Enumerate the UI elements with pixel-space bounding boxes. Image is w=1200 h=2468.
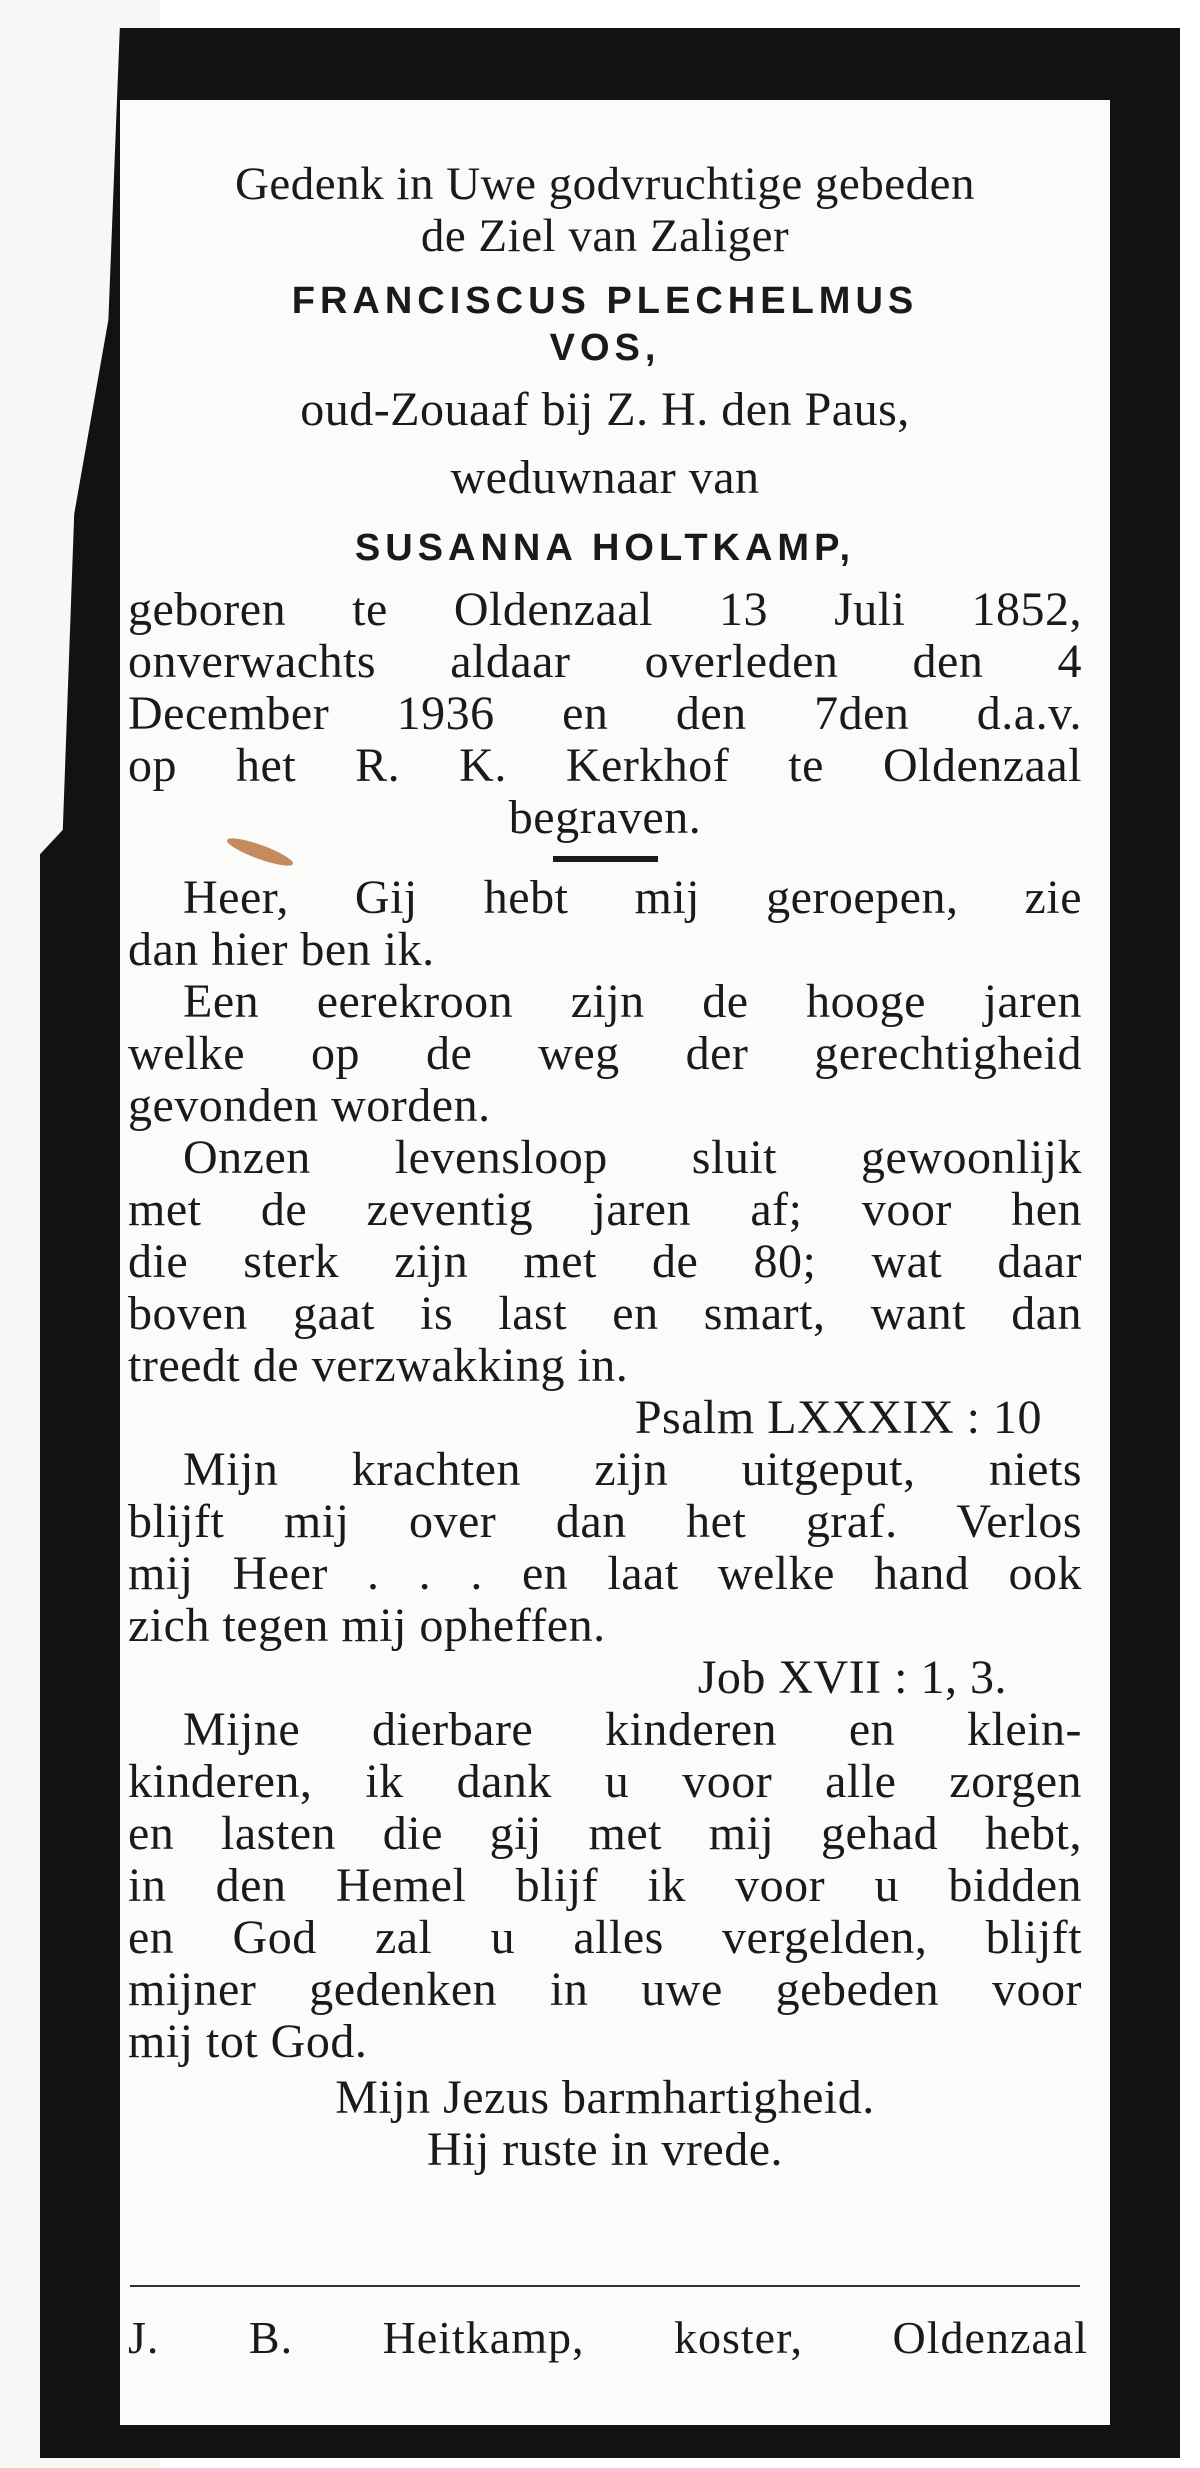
life-line: begraven.	[508, 791, 702, 844]
prayer-line: Heer, Gij hebt mij geroepen, zie	[183, 871, 1082, 924]
deceased-title: oud-Zouaaf bij Z. H. den Paus,	[300, 383, 910, 436]
scripture-reference: Job XVII : 1, 3.	[697, 1651, 1007, 1704]
prayer-line: mij tot God.	[128, 2015, 368, 2068]
prayer-line: dan hier ben ik.	[128, 923, 435, 976]
prayer-line: in den Hemel blijf ik voor u bidden	[128, 1859, 1082, 1912]
prayer-line: met de zeventig jaren af; voor hen	[128, 1183, 1082, 1236]
card-text	[120, 158, 1110, 2176]
scripture-reference: Psalm LXXXIX : 10	[634, 1391, 1042, 1444]
prayer-line: welke op de weg der gerechtigheid	[128, 1027, 1082, 1080]
prayer-line: kinderen, ik dank u voor alle zorgen	[128, 1755, 1082, 1808]
closing-line: Hij ruste in vrede.	[426, 2123, 784, 2176]
life-line: geboren te Oldenzaal 13 Juli 1852,	[128, 583, 1082, 636]
intro-line: Gedenk in Uwe godvruchtige gebeden	[234, 158, 976, 210]
separator-dash	[553, 856, 658, 862]
relation-text: weduwnaar van	[450, 451, 760, 504]
prayer-line: treedt de verzwakking in.	[128, 1339, 629, 1392]
prayer-line: Mijne dierbare kinderen en klein-	[183, 1703, 1082, 1756]
prayer-line: zich tegen mij opheffen.	[128, 1599, 606, 1652]
prayer-line: blijft mij over dan het graf. Verlos	[128, 1495, 1082, 1548]
deceased-surname: VOS,	[549, 327, 661, 369]
prayer-line: mij Heer . . . en laat welke hand ook	[128, 1547, 1082, 1600]
prayer-line: mijner gedenken in uwe gebeden voor	[128, 1963, 1082, 2016]
closing-line: Mijn Jezus barmhartigheid.	[335, 2071, 875, 2124]
prayer-line: Mijn krachten zijn uitgeput, niets	[183, 1443, 1082, 1496]
footer-rule	[130, 2285, 1080, 2287]
intro-line: de Ziel van Zaliger	[420, 210, 790, 262]
prayer-line: gevonden worden.	[128, 1079, 491, 1132]
life-line: onverwachts aldaar overleden den 4	[128, 635, 1082, 688]
prayer-line: boven gaat is last en smart, want dan	[128, 1287, 1082, 1340]
life-line: December 1936 en den 7den d.a.v.	[128, 687, 1082, 740]
prayer-line: die sterk zijn met de 80; wat daar	[128, 1235, 1082, 1288]
spouse-name: SUSANNA HOLTKAMP,	[354, 527, 856, 569]
prayer-line: en God zal u alles vergelden, blijft	[128, 1911, 1082, 1964]
prayer-line: Een eerekroon zijn de hooge jaren	[183, 975, 1082, 1028]
printer-credit: J. B. Heitkamp, koster, Oldenzaal	[128, 2312, 1088, 2363]
prayer-line: en lasten die gij met mij gehad hebt,	[128, 1807, 1082, 1860]
prayer-line: Onzen levensloop sluit gewoonlijk	[183, 1131, 1082, 1184]
life-line: op het R. K. Kerkhof te Oldenzaal	[128, 739, 1082, 792]
mourning-card	[120, 100, 1110, 2425]
deceased-name: FRANCISCUS PLECHELMUS	[291, 280, 919, 322]
